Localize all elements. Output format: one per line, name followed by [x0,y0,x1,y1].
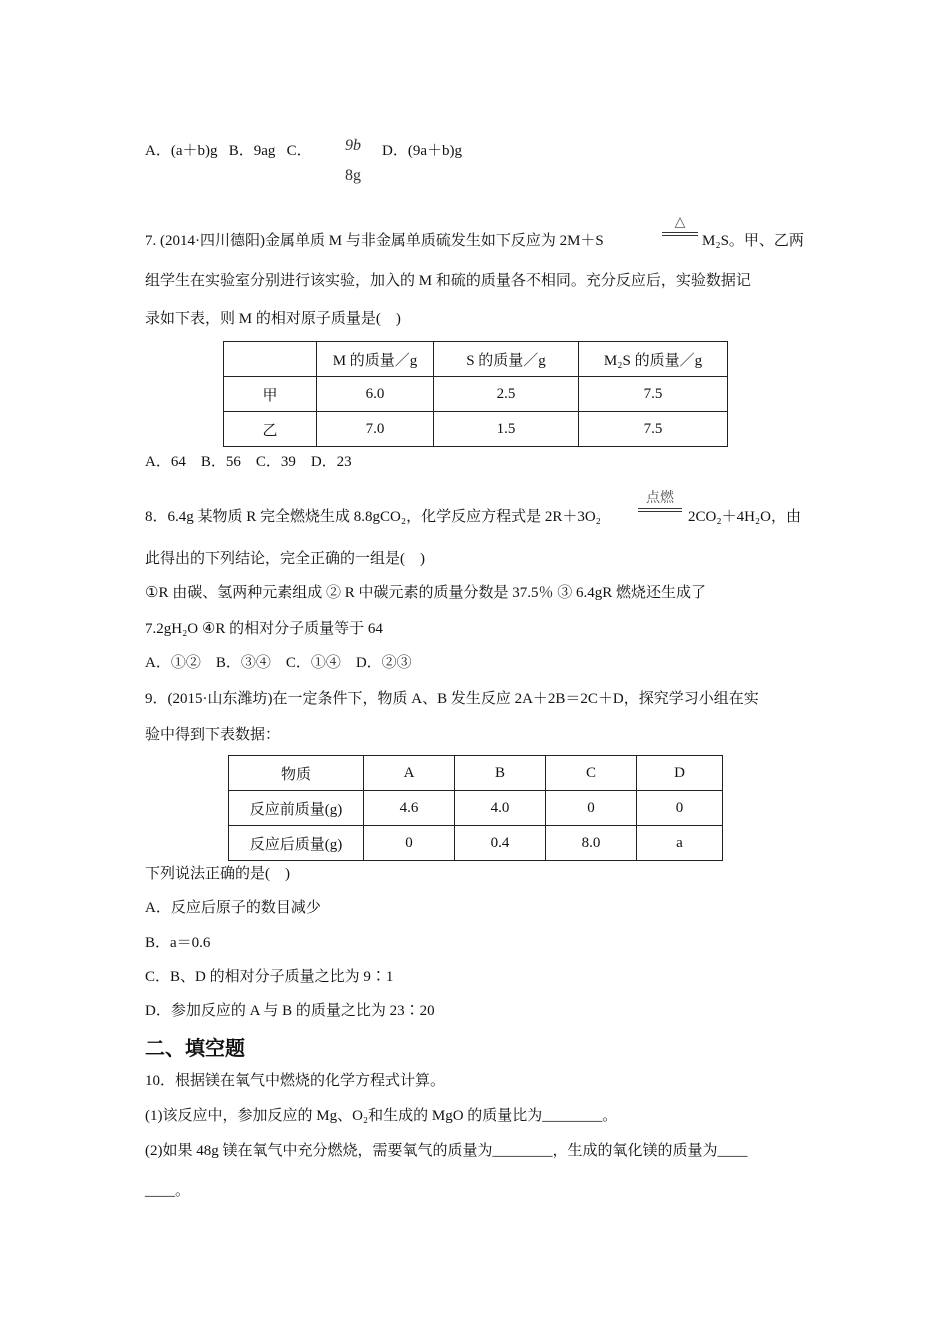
q6-option-d: D．(9a＋b)g [382,143,462,159]
q7-options: A．64 B．56 C．39 D．23 [145,454,352,470]
table-row [229,826,723,861]
equals-sign [638,508,682,512]
table-header-cell [224,342,317,377]
table-cell: 0 [637,791,723,826]
q6-option-c-prefix: C． [286,143,312,159]
q8-line2: 此得出的下列结论，完全正确的一组是( ) [145,551,425,567]
q9-question: 下列说法正确的是( ) [145,866,290,882]
q10-part2-cont: ____。 [145,1183,191,1199]
table-cell: 7.5 [579,377,728,412]
fraction-numerator: 9b [345,137,361,154]
q10-stem: 10．根据镁在氧气中燃烧的化学方程式计算。 [145,1073,446,1089]
q8-line1b: 2CO₂＋4H₂O，由 [688,509,801,525]
table-cell: 乙 [224,412,317,447]
table-header-cell: S 的质量／g [434,342,579,377]
q7-reaction-condition [662,215,698,236]
table-header-cell: D [637,756,723,791]
q8-line1a: 8．6.4g 某物质 R 完全燃烧生成 8.8gCO₂，化学反应方程式是 2R＋3O₂ [145,509,601,525]
q7-line1b: M₂S。甲、乙两 [702,233,804,249]
table-cell: 8.0 [546,826,637,861]
q7-data-table [223,341,728,447]
table-cell: 甲 [224,377,317,412]
table-header-row [229,756,723,791]
q9-data-table [228,755,723,861]
table-header-cell: C [546,756,637,791]
table-cell: 6.0 [317,377,434,412]
table-header-cell: 物质 [229,756,364,791]
q9-option-a: A．反应后原子的数目减少 [145,900,321,916]
table-cell: 7.0 [317,412,434,447]
table-cell: 0.4 [455,826,546,861]
table-cell: a [637,826,723,861]
q8-line4: 7.2gH₂O ④R 的相对分子质量等于 64 [145,621,383,637]
table-cell: 2.5 [434,377,579,412]
condition-label: 点燃 [646,491,674,506]
table-cell: 反应后质量(g) [229,826,364,861]
section-heading: 二、填空题 [145,1036,245,1060]
table-cell: 反应前质量(g) [229,791,364,826]
table-cell: 4.0 [455,791,546,826]
q9-option-d: D．参加反应的 A 与 B 的质量之比为 23∶20 [145,1003,435,1019]
q9-option-b: B．a＝0.6 [145,935,211,951]
q9-line1: 9．(2015·山东潍坊)在一定条件下，物质 A、B 发生反应 2A＋2B＝2C＋D，探究学习小组在实 [145,691,759,707]
table-cell: 1.5 [434,412,579,447]
q8-options: A．①② B．③④ C．①④ D．②③ [145,655,412,671]
table-cell: 0 [546,791,637,826]
table-cell: 7.5 [579,412,728,447]
q7-line3: 录如下表，则 M 的相对原子质量是( ) [145,311,401,327]
table-cell: 4.6 [364,791,455,826]
equals-sign [662,232,698,236]
q6-options [145,141,312,161]
table-row [229,791,723,826]
q10-part2: (2)如果 48g 镁在氧气中充分燃烧，需要氧气的质量为________，生成的氧化镁的质量为____ [145,1143,748,1159]
table-header-cell: M₂S 的质量／g [579,342,728,377]
q8-line3: ①R 由碳、氢两种元素组成 ② R 中碳元素的质量分数是 37.5％ ③ 6.4gR 燃烧还生成了 [145,585,706,601]
q9-line2: 验中得到下表数据： [145,727,281,743]
fraction-denominator: 8g [345,167,361,184]
q8-reaction-condition [638,491,682,512]
q7-line2: 组学生在实验室分别进行该实验，加入的 M 和硫的质量各不相同。充分反应后，实验数据记 [145,273,751,289]
table-row [224,377,728,412]
table-row [224,412,728,447]
q6-option-c-fraction [338,136,368,186]
table-header-cell: M 的质量／g [317,342,434,377]
q6-option-a: A．(a＋b)g [145,143,218,159]
q6-option-b: B．9ag [228,143,276,159]
q10-part1: (1)该反应中，参加反应的 Mg、O₂和生成的 MgO 的质量比为________。 [145,1108,618,1124]
heat-triangle-icon: △ [674,215,686,230]
table-header-cell: A [364,756,455,791]
table-header-cell: B [455,756,546,791]
q7-line1a: 7. (2014·四川德阳)金属单质 M 与非金属单质硫发生如下反应为 2M＋S [145,233,604,249]
table-header-row [224,342,728,377]
q9-option-c: C．B、D 的相对分子质量之比为 9∶1 [145,969,394,985]
table-cell: 0 [364,826,455,861]
